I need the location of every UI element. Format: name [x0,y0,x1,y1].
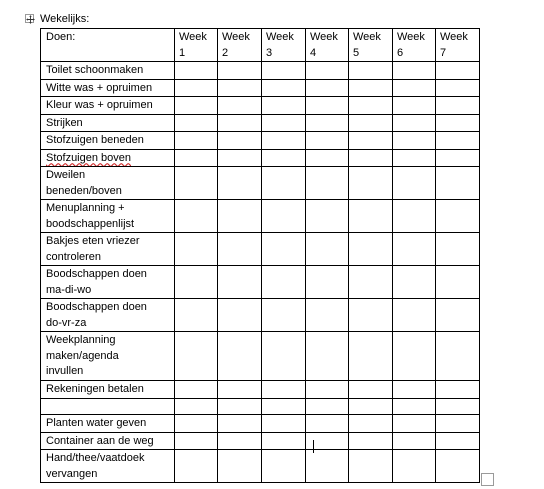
week-checkbox-cell[interactable] [349,233,393,266]
week-checkbox-cell[interactable] [306,332,349,381]
week-checkbox-cell[interactable] [349,299,393,332]
task-label: beneden/boven [46,184,122,197]
week-checkbox-cell[interactable] [306,114,349,132]
table-row [41,381,480,399]
table-body [41,62,480,483]
week-checkbox-cell[interactable] [218,79,262,97]
week-checkbox-cell[interactable] [218,97,262,115]
week-checkbox-cell[interactable] [436,266,480,299]
table-row [41,299,480,332]
table-row [41,432,480,450]
week-checkbox-cell[interactable] [436,381,480,399]
task-label: Stofzuigen beneden [46,134,144,146]
week-label: Week [353,31,381,43]
week-checkbox-cell[interactable] [306,381,349,399]
week-number: 5 [353,46,360,59]
week-checkbox-cell[interactable] [393,432,436,450]
week-column-header[interactable] [436,29,480,62]
week-checkbox-cell[interactable] [349,149,393,167]
week-checkbox-cell[interactable] [306,200,349,233]
week-checkbox-cell[interactable] [175,299,218,332]
task-label: Strijken [46,116,83,129]
week-column-header[interactable] [349,29,393,62]
week-checkbox-cell[interactable] [175,149,218,167]
week-checkbox-cell[interactable] [436,62,480,80]
task-label: Witte was + opruimen [46,81,153,94]
task-cell[interactable] [41,79,175,97]
week-checkbox-cell[interactable] [306,132,349,150]
week-checkbox-cell[interactable] [436,167,480,200]
week-checkbox-cell[interactable] [306,233,349,266]
table-row [41,167,480,200]
week-column-header[interactable] [218,29,262,62]
week-checkbox-cell[interactable] [175,415,218,433]
table-row [41,266,480,299]
task-cell[interactable] [41,97,175,115]
week-checkbox-cell[interactable] [175,62,218,80]
week-number: 1 [179,46,186,59]
week-checkbox-cell[interactable] [436,299,480,332]
task-label: Boodschappen doen [46,268,147,280]
week-checkbox-cell[interactable] [349,97,393,115]
week-checkbox-cell[interactable] [175,79,218,97]
table-move-handle-icon[interactable] [25,14,34,23]
week-number: 3 [266,46,273,59]
week-checkbox-cell[interactable] [306,167,349,200]
week-label: Week [222,31,250,43]
week-checkbox-cell[interactable] [175,114,218,132]
week-checkbox-cell[interactable] [393,149,436,167]
week-checkbox-cell[interactable] [306,398,349,415]
resize-square-icon[interactable] [481,473,494,486]
week-checkbox-cell[interactable] [262,114,306,132]
week-checkbox-cell[interactable] [262,132,306,150]
week-checkbox-cell[interactable] [218,233,262,266]
table-row [41,132,480,150]
task-cell[interactable] [41,200,175,233]
week-checkbox-cell[interactable] [262,149,306,167]
week-checkbox-cell[interactable] [436,398,480,415]
table-row [41,398,480,415]
task-label: Toilet schoonmaken [46,64,144,76]
week-checkbox-cell[interactable] [436,233,480,266]
week-checkbox-cell[interactable] [175,233,218,266]
week-checkbox-cell[interactable] [393,450,436,483]
task-cell[interactable] [41,233,175,266]
task-cell[interactable] [41,332,175,381]
task-label: Stofzuigen boven [46,151,132,164]
week-checkbox-cell[interactable] [393,398,436,415]
task-label: vervangen [46,467,98,480]
week-checkbox-cell[interactable] [218,114,262,132]
week-checkbox-cell[interactable] [218,62,262,80]
task-cell[interactable] [41,132,175,150]
week-checkbox-cell[interactable] [393,200,436,233]
task-label: Container aan de weg [46,434,154,447]
week-checkbox-cell[interactable] [175,432,218,450]
week-checkbox-cell[interactable] [393,132,436,150]
task-cell[interactable] [41,381,175,399]
week-checkbox-cell[interactable] [262,415,306,433]
week-checkbox-cell[interactable] [349,398,393,415]
week-checkbox-cell[interactable] [393,415,436,433]
week-checkbox-cell[interactable] [436,132,480,150]
task-column-header-label: Doen: [46,31,76,43]
task-label: Kleur was + opruimen [46,99,153,111]
table-row [41,97,480,115]
week-checkbox-cell[interactable] [306,432,349,450]
task-cell[interactable] [41,432,175,450]
week-checkbox-cell[interactable] [349,132,393,150]
week-checkbox-cell[interactable] [349,167,393,200]
task-label: Hand/thee/vaatdoek [46,452,145,464]
week-checkbox-cell[interactable] [393,299,436,332]
week-column-header[interactable] [306,29,349,62]
week-column-header[interactable] [262,29,306,62]
week-checkbox-cell[interactable] [436,415,480,433]
week-checkbox-cell[interactable] [393,233,436,266]
week-checkbox-cell[interactable] [175,332,218,381]
table-row [41,79,480,97]
week-checkbox-cell[interactable] [262,450,306,483]
week-checkbox-cell[interactable] [218,149,262,167]
week-label: Week [179,31,207,43]
header-row [41,29,480,62]
task-label: Rekeningen betalen [46,383,144,395]
table-row [41,62,480,80]
week-checkbox-cell[interactable] [262,233,306,266]
week-checkbox-cell[interactable] [436,432,480,450]
week-checkbox-cell[interactable] [262,79,306,97]
task-label: Menuplanning + [46,202,125,214]
task-cell[interactable] [41,149,175,167]
week-checkbox-cell[interactable] [262,200,306,233]
week-checkbox-cell[interactable] [175,381,218,399]
task-cell[interactable] [41,398,175,415]
week-checkbox-cell[interactable] [349,432,393,450]
week-checkbox-cell[interactable] [393,167,436,200]
week-checkbox-cell[interactable] [175,266,218,299]
week-checkbox-cell[interactable] [218,450,262,483]
week-checkbox-cell[interactable] [262,332,306,381]
table-row [41,149,480,167]
week-checkbox-cell[interactable] [349,79,393,97]
table-row [41,332,480,381]
week-checkbox-cell[interactable] [393,332,436,381]
task-cell[interactable] [41,299,175,332]
task-label: Dweilen [46,169,86,181]
task-cell[interactable] [41,415,175,433]
week-checkbox-cell[interactable] [175,132,218,150]
table-row [41,114,480,132]
week-checkbox-cell[interactable] [349,450,393,483]
week-label: Week [310,31,338,43]
week-checkbox-cell[interactable] [262,97,306,115]
table-row [41,415,480,433]
task-label: controleren [46,250,102,263]
week-checkbox-cell[interactable] [262,62,306,80]
week-number: 6 [397,46,404,59]
task-label: do-vr-za [46,316,87,329]
week-checkbox-cell[interactable] [393,97,436,115]
week-checkbox-cell[interactable] [436,450,480,483]
task-label: Boodschappen doen [46,301,147,313]
task-label: ma-di-wo [46,283,92,296]
table-header [41,29,480,62]
table-row [41,450,480,483]
week-checkbox-cell[interactable] [306,97,349,115]
week-checkbox-cell[interactable] [349,114,393,132]
week-label: Week [266,31,294,43]
week-checkbox-cell[interactable] [218,432,262,450]
week-checkbox-cell[interactable] [218,415,262,433]
week-checkbox-cell[interactable] [262,398,306,415]
task-cell[interactable] [41,167,175,200]
text-cursor [313,440,314,453]
week-checkbox-cell[interactable] [436,97,480,115]
task-cell[interactable] [41,114,175,132]
week-checkbox-cell[interactable] [436,200,480,233]
week-checkbox-cell[interactable] [306,299,349,332]
week-checkbox-cell[interactable] [218,167,262,200]
week-checkbox-cell[interactable] [306,79,349,97]
week-checkbox-cell[interactable] [262,432,306,450]
week-number: 2 [222,46,229,59]
week-checkbox-cell[interactable] [175,200,218,233]
week-checkbox-cell[interactable] [262,381,306,399]
task-column-header[interactable] [41,29,175,62]
week-checkbox-cell[interactable] [393,114,436,132]
week-checkbox-cell[interactable] [175,167,218,200]
week-number: 7 [440,46,447,59]
week-checkbox-cell[interactable] [306,450,349,483]
move-arrows-icon [26,15,35,24]
task-label: Planten water geven [46,417,147,429]
table-row [41,233,480,266]
task-cell[interactable] [41,450,175,483]
week-checkbox-cell[interactable] [218,398,262,415]
week-checkbox-cell[interactable] [262,167,306,200]
week-checkbox-cell[interactable] [349,266,393,299]
weekly-task-table [40,28,480,483]
week-checkbox-cell[interactable] [218,266,262,299]
week-checkbox-cell[interactable] [393,381,436,399]
week-checkbox-cell[interactable] [349,200,393,233]
week-label: Week [440,31,468,43]
section-heading: Wekelijks: [40,13,90,25]
week-checkbox-cell[interactable] [436,79,480,97]
week-checkbox-cell[interactable] [349,415,393,433]
task-cell[interactable] [41,62,175,80]
week-checkbox-cell[interactable] [175,450,218,483]
week-checkbox-cell[interactable] [393,266,436,299]
task-label: maken/agenda [46,349,119,362]
week-column-header[interactable] [175,29,218,62]
task-label: boodschappenlijst [46,217,135,230]
task-label: Bakjes eten vriezer [46,235,140,247]
week-checkbox-cell[interactable] [175,398,218,415]
week-checkbox-cell[interactable] [349,381,393,399]
week-checkbox-cell[interactable] [218,200,262,233]
week-checkbox-cell[interactable] [436,332,480,381]
week-checkbox-cell[interactable] [218,299,262,332]
week-checkbox-cell[interactable] [218,332,262,381]
task-cell[interactable] [41,266,175,299]
week-number: 4 [310,46,317,59]
week-checkbox-cell[interactable] [393,79,436,97]
week-checkbox-cell[interactable] [349,62,393,80]
week-checkbox-cell[interactable] [262,266,306,299]
task-label: Weekplanning [46,334,116,346]
week-checkbox-cell[interactable] [436,114,480,132]
week-label: Week [397,31,425,43]
week-column-header[interactable] [393,29,436,62]
week-checkbox-cell[interactable] [349,332,393,381]
week-checkbox-cell[interactable] [393,62,436,80]
week-checkbox-cell[interactable] [262,299,306,332]
week-checkbox-cell[interactable] [436,149,480,167]
task-label: invullen [46,365,84,377]
week-checkbox-cell[interactable] [306,266,349,299]
week-checkbox-cell[interactable] [175,97,218,115]
week-checkbox-cell[interactable] [218,132,262,150]
table-row [41,200,480,233]
week-checkbox-cell[interactable] [306,62,349,80]
week-checkbox-cell[interactable] [218,381,262,399]
week-checkbox-cell[interactable] [306,415,349,433]
week-checkbox-cell[interactable] [306,149,349,167]
